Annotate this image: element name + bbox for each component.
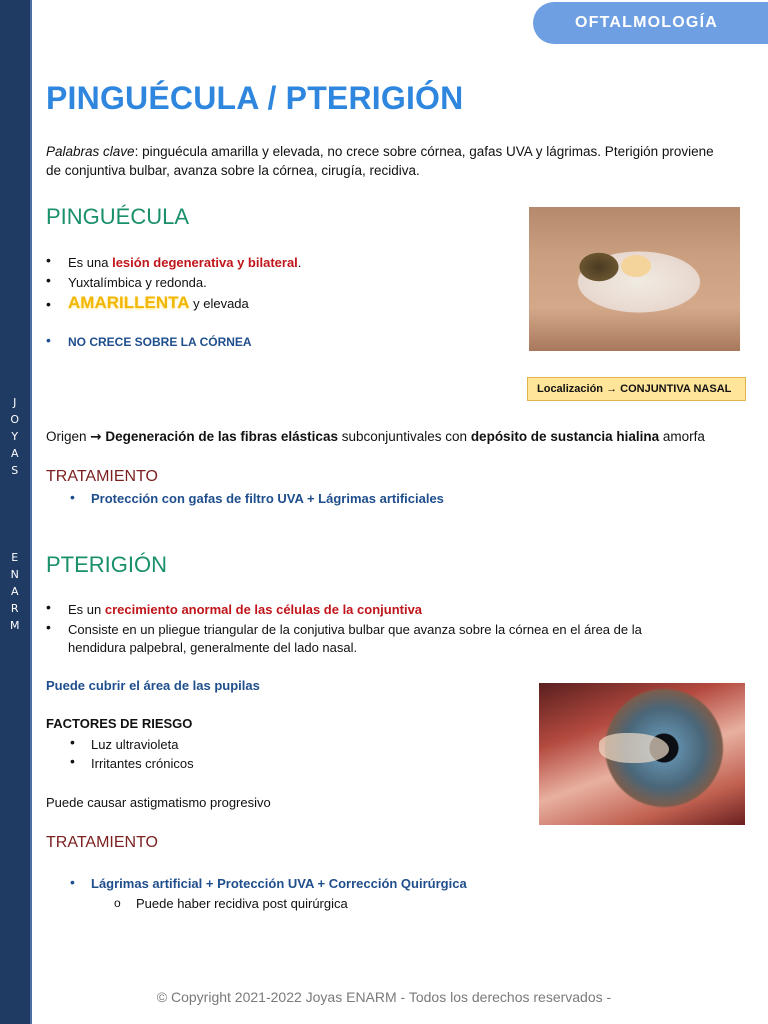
origin-text: subconjuntivales con: [337, 429, 471, 444]
sidebar: [0, 0, 32, 1024]
origin-text: Origen: [46, 429, 91, 444]
pinguecula-treatment-heading: TRATAMIENTO: [46, 468, 158, 485]
astigmatism-note: Puede causar astigmatismo progresivo: [46, 795, 271, 810]
pterigion-heading: PTERIGIÓN: [46, 552, 168, 577]
risk-factors-heading: FACTORES DE RIESGO: [46, 716, 193, 731]
bullet-icon: •: [46, 332, 51, 348]
sub-bullet-icon: o: [114, 896, 121, 910]
bullet-text: hendidura palpebral, generalmente del lado nasal.: [68, 640, 358, 655]
pterigion-eye-photo: [539, 683, 745, 825]
risk-factor-item: Irritantes crónicos: [91, 756, 194, 771]
pterigion-treatment-heading: TRATAMIENTO: [46, 834, 158, 851]
keywords-label: Palabras clave: [46, 144, 135, 159]
bullet-icon: •: [46, 252, 51, 268]
bullet-icon: •: [46, 272, 51, 288]
bullet-icon: •: [46, 599, 51, 615]
bullet-text: y elevada: [189, 296, 249, 311]
sidebar-letter: Y: [11, 430, 19, 443]
sidebar-letter: N: [10, 568, 20, 581]
bullet-icon: •: [70, 734, 75, 750]
bullet-highlight: lesión degenerativa y bilateral: [112, 255, 298, 270]
pinguecula-bullet-2: Yuxtalímbica y redonda.: [68, 275, 207, 290]
origin-bold: depósito de sustancia hialina: [470, 429, 660, 444]
origin-line: [46, 427, 705, 447]
pinguecula-treatment: Protección con gafas de filtro UVA + Lágrimas artificiales: [91, 491, 444, 506]
footer-copyright: © Copyright 2021-2022 Joyas ENARM - Todos los derechos reservados -: [156, 989, 612, 1005]
bullet-icon: •: [46, 619, 51, 635]
arrow-right-icon: →: [90, 429, 102, 445]
bullet-icon: •: [70, 489, 75, 505]
sidebar-letter: A: [10, 585, 20, 598]
pinguecula-bullet-1: [68, 254, 301, 272]
amarillenta-highlight: AMARILLENTA: [68, 293, 190, 312]
location-box: Localización → CONJUNTIVA NASAL: [527, 377, 746, 401]
pterigion-bullet-2: [68, 621, 748, 657]
sidebar-letter: R: [10, 602, 20, 615]
keywords-text-2: de conjuntiva bulbar, avanza sobre la córnea, cirugía, recidiva.: [46, 163, 420, 178]
pterigion-treatment: Lágrimas artificial + Protección UVA + Corrección Quirúrgica: [91, 876, 467, 891]
keywords-paragraph: [46, 142, 746, 180]
pinguecula-eye-photo: [529, 207, 740, 351]
bullet-text: Es un: [68, 602, 105, 617]
origin-text: amorfa: [659, 429, 705, 444]
sidebar-letter: S: [11, 464, 19, 477]
sidebar-letter: M: [10, 619, 20, 632]
keywords-text: : pinguécula amarilla y elevada, no crece sobre córnea, gafas UVA y lágrimas. Pterigión proviene: [134, 144, 714, 159]
bullet-text: Es una: [68, 255, 113, 270]
pterigion-bullet-1: [68, 601, 422, 619]
section-tab: OFTALMOLOGÍA: [533, 2, 768, 44]
pinguecula-heading: PINGUÉCULA: [46, 204, 190, 229]
page-title: PINGUÉCULA / PTERIGIÓN: [46, 80, 464, 116]
pinguecula-bullet-4: NO CRECE SOBRE LA CÓRNEA: [68, 335, 252, 349]
pinguecula-bullet-3: [68, 294, 249, 313]
pterigion-treatment-sub: Puede haber recidiva post quirúrgica: [136, 896, 348, 911]
sidebar-letter: O: [10, 413, 20, 426]
sidebar-letter: J: [13, 396, 17, 409]
bullet-highlight: crecimiento anormal de las células de la conjuntiva: [104, 602, 423, 617]
sidebar-letter: E: [11, 551, 19, 564]
sidebar-letter: A: [10, 447, 20, 460]
bullet-icon: •: [70, 874, 75, 890]
pupils-note: Puede cubrir el área de las pupilas: [46, 678, 260, 693]
risk-factor-item: Luz ultravioleta: [91, 737, 179, 752]
bullet-text: Consiste en un pliegue triangular de la conjutiva bulbar que avanza sobre la córnea en el área de la: [68, 622, 642, 637]
bullet-text: .: [297, 255, 302, 270]
bullet-icon: •: [70, 753, 75, 769]
bullet-icon: •: [46, 296, 51, 312]
origin-bold: Degeneración de las fibras elásticas: [101, 429, 338, 444]
